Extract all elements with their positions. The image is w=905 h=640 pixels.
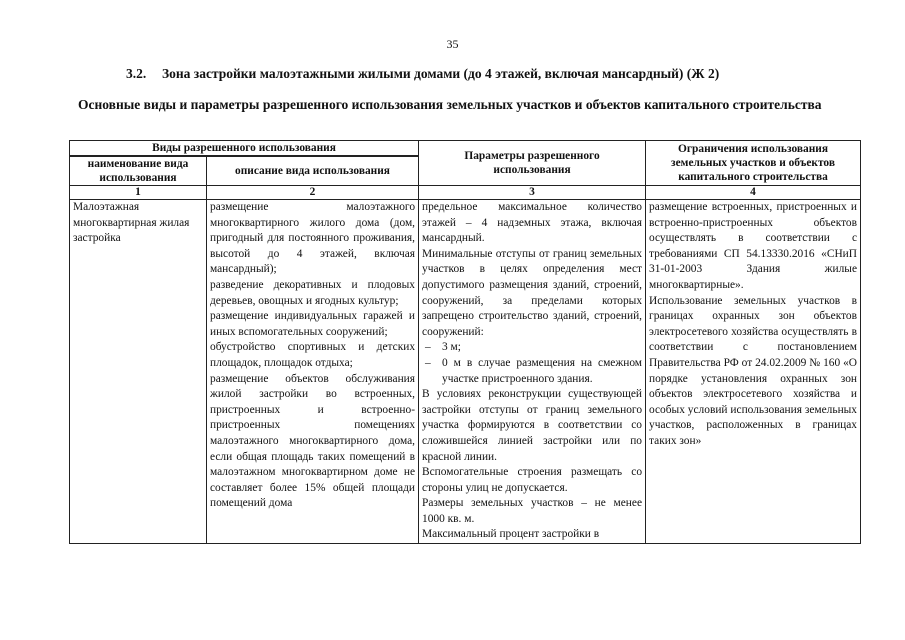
parameter-text: Максимальный процент застройки в — [422, 528, 600, 541]
parameter-text: Размеры земельных участков – не менее 1000 кв. м. — [422, 497, 643, 525]
header-parameters: Параметры разрешенного использования — [419, 141, 646, 186]
parameters-cell — [419, 200, 646, 544]
regulations-table — [69, 140, 861, 544]
description-item: размещение индивидуальных гаражей и иных вспомогательных сооружений; — [210, 310, 416, 338]
list-item: – 0 м в случае размещения на смежном участке пристроенного здания. — [422, 356, 642, 387]
parameter-text: Минимальные отступы от границ земельных участков в целях определения мест допустимого размещения зданий, строений, сооружений, за пределами которых запрещено строительство зданий, строений, сооружений: — [422, 247, 643, 338]
use-description-cell — [207, 200, 419, 544]
header-use-name: наименование вида использования — [70, 156, 207, 186]
parameters-content — [422, 200, 642, 543]
use-name: Малоэтажная многоквартирная жилая застройка — [73, 201, 190, 245]
setback-list — [422, 340, 642, 387]
description-item: обустройство спортивных и детских площадок, площадок отдыха; — [210, 341, 416, 369]
column-number: 3 — [419, 186, 646, 200]
header-use-description: описание вида использования — [207, 156, 419, 186]
column-number: 4 — [646, 186, 861, 200]
column-number: 2 — [207, 186, 419, 200]
column-number: 1 — [70, 186, 207, 200]
restrictions-cell — [646, 200, 861, 544]
table-heading: Основные виды и параметры разрешенного использования земельных участков и объектов капитального строительства — [78, 97, 822, 112]
table-row — [70, 200, 861, 544]
section-title — [126, 66, 719, 82]
header-uses-group: Виды разрешенного использования — [70, 141, 419, 157]
list-item: – 3 м; — [422, 340, 642, 356]
description-item: разведение декоративных и плодовых деревьев, овощных и ягодных культур; — [210, 278, 416, 307]
header-restrictions: Ограничения использования земельных участков и объектов капитального строительства — [646, 141, 861, 186]
page-number: 35 — [446, 37, 459, 51]
parameter-text: Вспомогательные строения размещать со стороны улиц не допускается. — [422, 466, 643, 494]
column-number-row — [70, 186, 861, 200]
section-number: 3.2. — [126, 66, 147, 81]
section-title-text: Зона застройки малоэтажными жилыми домами (до 4 этажей, включая мансардный) (Ж 2) — [162, 66, 720, 81]
restriction-text: Использование земельных участков в границах охранных зон объектов электросетевого хозяйства осуществлять в соответствии с постановлением Правительства РФ от 24.02.2009 № 160 «О порядке установления охранных зон объектов электросетевого хозяйства и особых условий использования земельных участков, расположенных в границах таких зон» — [649, 294, 858, 447]
parameter-text: предельное максимальное количество этажей – 4 надземных этажа, включая мансардный. — [422, 201, 643, 245]
restriction-text: размещение встроенных, пристроенных и встроенно-пристроенных объектов осуществлять в соответствии с требованиями СП 54.13330.2016 «СНиП 31-01-2003 Здания жилые многоквартирные». — [649, 201, 858, 291]
description-item: размещение объектов обслуживания жилой застройки во встроенных, пристроенных и встроенно-пристроенных помещениях малоэтажного многоквартирного дома, если общая площадь таких помещений в малоэтажном многоквартирном доме не составляет более 15% общей площади помещений дома — [210, 372, 416, 510]
use-name-cell — [70, 200, 207, 544]
description-item: размещение малоэтажного многоквартирного жилого дома (дом, пригодный для постоянного проживания, высотой до 4 этажей, включая мансардный); — [210, 201, 416, 276]
parameter-text: В условиях реконструкции существующей застройки отступы от границ земельного участка формируются в соответствии со сложившейся линией застройки или по красной линии. — [422, 388, 643, 463]
